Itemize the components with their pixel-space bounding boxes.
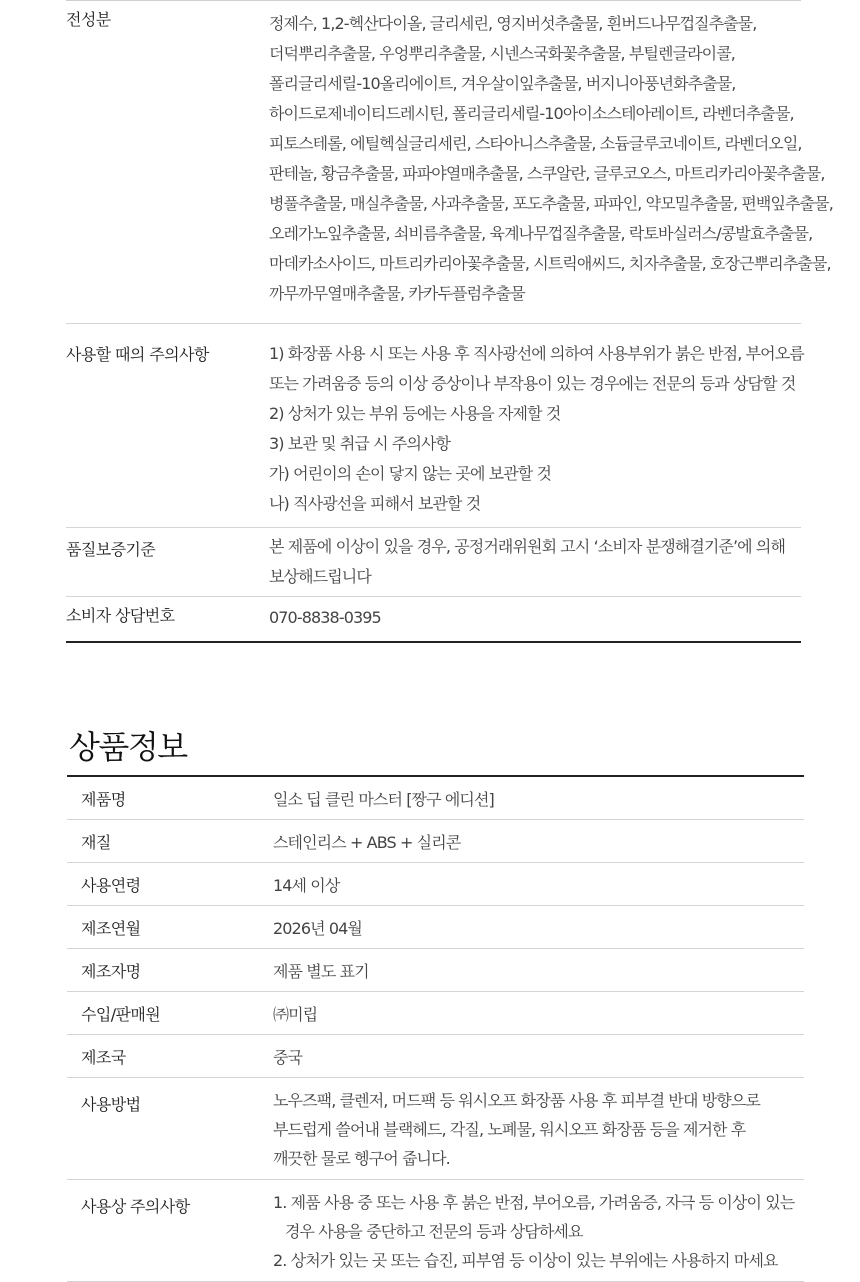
product-info-title: 상품정보: [69, 728, 187, 766]
precautions-value: [273, 1180, 804, 1281]
precautions-row: [67, 1180, 804, 1282]
consumer-hotline-row: [66, 596, 801, 641]
product-info-table: [67, 775, 804, 1282]
quality-line: 본 제품에 이상이 있을 경우, 공정거래위원회 고시 ‘소비자 분쟁해결기준’에 의해: [269, 537, 786, 556]
caution-line: 1) 화장품 사용 시 또는 사용 후 직사광선에 의하여 사용부위가 붉은 반점, 부어오름: [269, 344, 804, 363]
manufacturer-label: 제조자명: [81, 961, 141, 981]
ingredients-line: 정제수, 1,2-헥산다이올, 글리세린, 영지버섯추출물, 흰버드나무껍질추출물,: [269, 14, 757, 33]
quality-guarantee-value: [269, 528, 801, 596]
spec-table: [66, 0, 833, 643]
consumer-hotline-label: 소비자 상담번호: [66, 606, 175, 625]
caution-line: 3) 보관 및 취급 시 주의사항: [269, 434, 451, 453]
ingredients-line: 마데카소사이드, 마트리카리아꽃추출물, 시트릭애씨드, 치자추출물, 호장근뿌리추출물,: [269, 254, 831, 273]
product-name-label: 제품명: [81, 789, 126, 809]
quality-line: 보상해드립니다: [269, 567, 371, 586]
precaution-line: 2. 상처가 있는 곳 또는 습진, 피부염 등 이상이 있는 부위에는 사용하지 마세요: [273, 1251, 778, 1270]
product-name-value: 일소 딥 클린 마스터 [짱구 에디션]: [273, 789, 494, 809]
ingredients-line: 오레가노잎추출물, 쇠비름추출물, 육계나무껍질추출물, 락토바실러스/콩발효추출물,: [269, 224, 813, 243]
ingredients-line: 하이드로제네이티드레시틴, 폴리글리세릴-10아이소스테아레이트, 라벤더추출물,: [269, 104, 794, 123]
usage-method-label: 사용방법: [81, 1095, 141, 1114]
caution-line: 또는 가려움증 등의 이상 증상이나 부작용이 있는 경우에는 전문의 등과 상담할 것: [269, 374, 796, 393]
usage-cautions-value: [269, 324, 804, 527]
quality-guarantee-label: 품질보증기준: [66, 540, 156, 559]
ingredients-line: 피토스테롤, 에틸헥실글리세린, 스타아니스추출물, 소듐글루코네이트, 라벤더오일,: [269, 134, 802, 153]
age-label: 사용연령: [81, 875, 141, 895]
usage-line: 노우즈팩, 클렌저, 머드팩 등 워시오프 화장품 사용 후 피부결 반대 방향으로: [273, 1091, 760, 1110]
precautions-label: 사용상 주의사항: [81, 1197, 190, 1216]
importer-value: ㈜미립: [273, 1004, 318, 1024]
consumer-hotline-value: [269, 597, 801, 641]
ingredients-value: [269, 1, 833, 323]
usage-method-row: [67, 1078, 804, 1180]
material-row: [67, 820, 804, 863]
ingredients-line: 병풀추출물, 매실추출물, 사과추출물, 포도추출물, 파파인, 약모밀추출물, 편백잎추출물,: [269, 194, 833, 213]
usage-cautions-label: 사용할 때의 주의사항: [66, 345, 209, 364]
quality-guarantee-row: [66, 527, 801, 596]
usage-method-value: [273, 1078, 804, 1179]
importer-label: 수입/판매원: [81, 1004, 161, 1024]
caution-line: 2) 상처가 있는 부위 등에는 사용을 자제할 것: [269, 404, 561, 423]
ingredients-line: 판테놀, 황금추출물, 파파야열매추출물, 스쿠알란, 글루코오스, 마트리카리아꽃추출물,: [269, 164, 825, 183]
material-label: 재질: [81, 832, 111, 852]
ingredients-line: 더덕뿌리추출물, 우엉뿌리추출물, 시넨스국화꽃추출물, 부틸렌글라이콜,: [269, 44, 735, 63]
manufacture-date-row: [67, 906, 804, 949]
ingredients-line: 폴리글리세릴-10올리에이트, 겨우살이잎추출물, 버지니아풍년화추출물,: [269, 74, 736, 93]
manufacturer-row: [67, 949, 804, 992]
usage-line: 깨끗한 물로 헹구어 줍니다.: [273, 1149, 450, 1168]
ingredients-label: 전성분: [66, 10, 111, 29]
precaution-line: 경우 사용을 중단하고 전문의 등과 상담하세요: [285, 1222, 583, 1241]
table-bottom-border: [66, 641, 801, 643]
precaution-line: 1. 제품 사용 중 또는 사용 후 붉은 반점, 부어오름, 가려움증, 자극 등 이상이 있는: [273, 1193, 795, 1212]
consumer-phone: 070-8838-0395: [269, 608, 381, 627]
age-row: [67, 863, 804, 906]
caution-line: 가) 어린이의 손이 닿지 않는 곳에 보관할 것: [269, 464, 552, 483]
ingredients-line: 까무까무열매추출물, 카카두플럼추출물: [269, 284, 525, 303]
usage-cautions-row: [66, 323, 804, 527]
ingredients-row: [66, 0, 833, 323]
country-value: 중국: [273, 1047, 303, 1067]
age-value: 14세 이상: [273, 875, 340, 895]
manufacture-date-label: 제조연월: [81, 918, 141, 938]
material-value: 스테인리스 + ABS + 실리콘: [273, 832, 461, 852]
product-name-row: [67, 777, 804, 820]
importer-row: [67, 992, 804, 1035]
country-row: [67, 1035, 804, 1078]
manufacture-date-value: 2026년 04월: [273, 918, 362, 938]
caution-line: 나) 직사광선을 피해서 보관할 것: [269, 494, 481, 513]
manufacturer-value: 제품 별도 표기: [273, 961, 369, 981]
usage-line: 부드럽게 쓸어내 블랙헤드, 각질, 노폐물, 워시오프 화장품 등을 제거한 후: [273, 1120, 746, 1139]
country-label: 제조국: [81, 1047, 126, 1067]
